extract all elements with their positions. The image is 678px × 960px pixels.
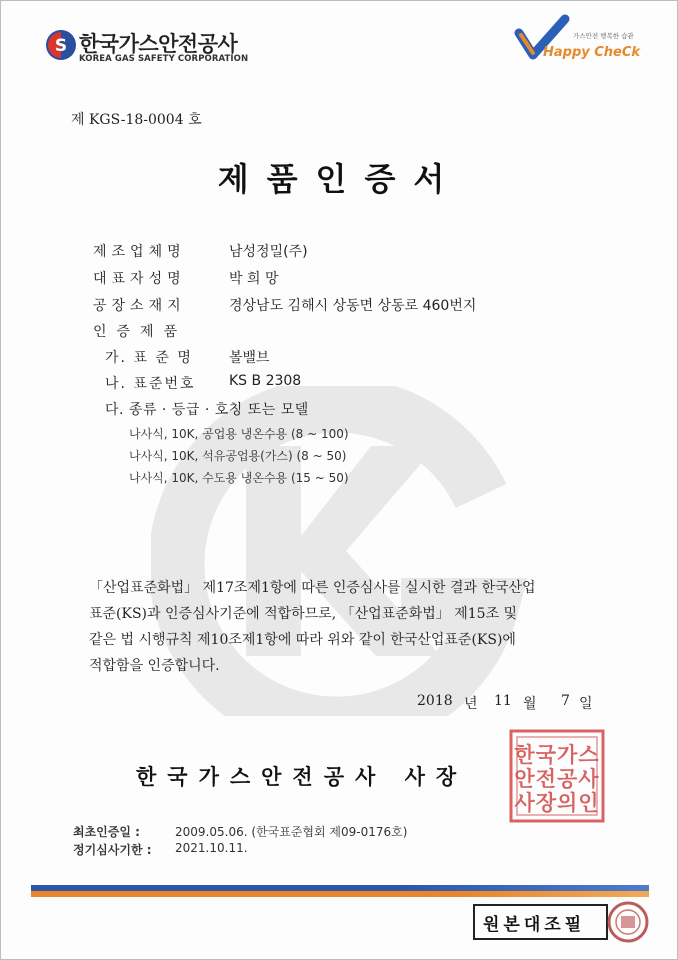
product-std-no-value: KS B 2308 (229, 373, 302, 389)
org-name-korean: 한국가스안전공사 (79, 32, 238, 56)
copy-verified-text: 원본대조필 (483, 915, 586, 935)
org-name-english: KOREA GAS SAFETY CORPORATION (79, 54, 249, 64)
svg-text:안전공사: 안전공사 (514, 767, 600, 791)
happy-check-wordmark: Happy CheCk (543, 45, 641, 60)
svg-text:한국가스: 한국가스 (514, 743, 600, 767)
review-deadline-label: 정기심사기한 : (73, 843, 152, 857)
page-title: 제품인증서 (217, 160, 463, 198)
review-deadline-value: 2021.10.11. (175, 841, 248, 855)
date-day-unit: 일 (579, 696, 593, 712)
certificate-number: 제 KGS-18-0004 호 (71, 112, 202, 128)
date-year-unit: 년 (464, 696, 478, 712)
kgs-logo-icon (45, 29, 77, 61)
first-cert-date-label: 최초인증일 : (73, 825, 140, 839)
field-value-factory-address: 경상남도 김해시 상동면 상동로 460번지 (229, 298, 477, 314)
field-value-manufacturer: 남성정밀(주) (229, 244, 308, 260)
field-value-representative: 박 희 망 (229, 271, 279, 287)
body-line: 「산업표준화법」 제17조제1항에 따른 인증심사를 실시한 결과 한국산업 (89, 580, 536, 596)
official-seal-icon (508, 728, 606, 824)
product-model-label: 다. 종류 · 등급 · 호칭 또는 모델 (105, 402, 309, 418)
happy-check-slogan: 가스안전 행복한 습관 (573, 32, 634, 40)
body-line: 같은 법 시행규칙 제10조제1항에 따라 위와 같이 한국산업표준(KS)에 (89, 632, 516, 648)
product-std-name-value: 볼밸브 (229, 350, 270, 366)
field-label-manufacturer: 제조업체명 (93, 244, 186, 260)
svg-text:S: S (54, 36, 68, 56)
body-line: 적합함을 인증합니다. (89, 658, 220, 674)
copy-seal-icon (606, 899, 650, 945)
product-std-name-label: 가. 표 준 명 (105, 350, 193, 366)
date-year: 2018 (417, 693, 453, 709)
product-std-no-label: 나. 표준번호 (105, 376, 196, 392)
model-item: 나사식, 10K, 석유공업용(가스) (8 ~ 50) (129, 449, 347, 463)
model-item: 나사식, 10K, 수도용 냉온수용 (15 ~ 50) (129, 471, 349, 485)
field-label-factory-address: 공장소재지 (93, 298, 186, 314)
footer-stripe-orange (31, 891, 649, 897)
first-cert-date-value: 2009.05.06. (한국표준협회 제09-0176호) (175, 825, 408, 839)
field-label-representative: 대표자성명 (93, 271, 186, 287)
date-month: 11 (494, 693, 512, 709)
date-day: 7 (561, 693, 570, 709)
date-month-unit: 월 (523, 696, 537, 712)
issuer-name: 한국가스안전공사 사장 (136, 765, 468, 789)
field-label-certified-product: 인증제품 (93, 324, 188, 340)
svg-text:사장의인: 사장의인 (514, 791, 600, 815)
body-line: 표준(KS)과 인증심사기준에 적합하므로, 「산업표준화법」 제15조 및 (89, 606, 518, 622)
model-item: 나사식, 10K, 공업용 냉온수용 (8 ~ 100) (129, 427, 349, 441)
